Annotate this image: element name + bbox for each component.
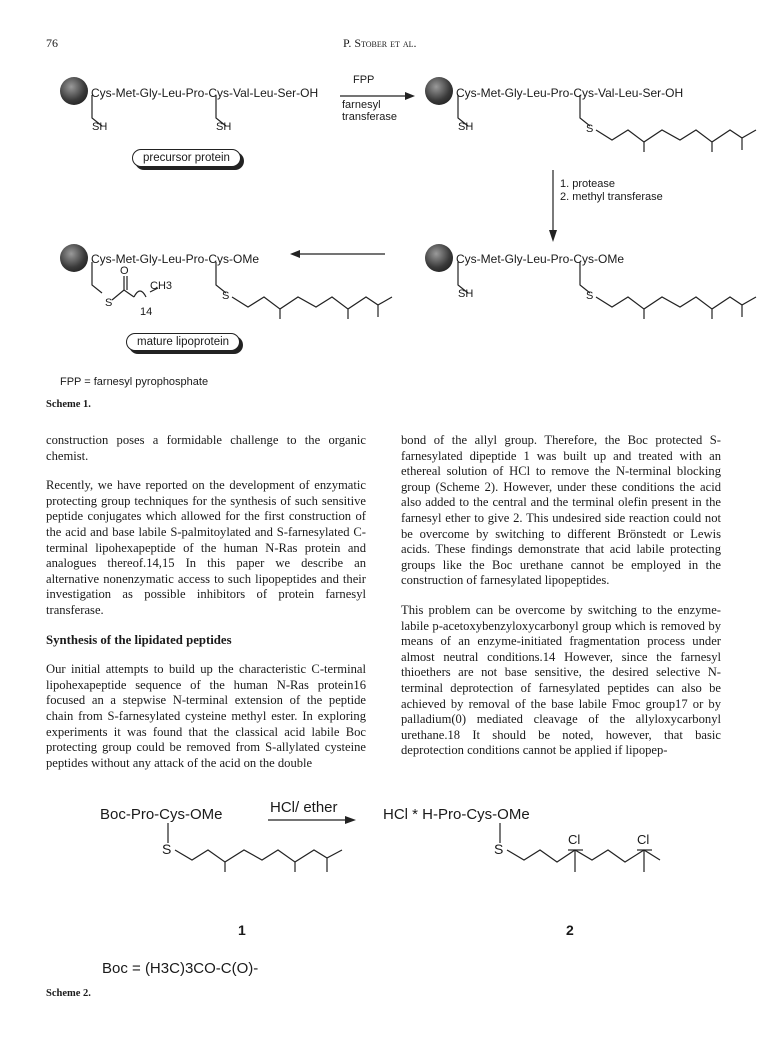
methyl-label: CH3: [150, 280, 173, 292]
product-label: HCl * H-Pro-Cys-OMe: [383, 806, 530, 823]
mature-peptide: Cys-Met-Gly-Leu-Pro-Cys-OMe: [91, 252, 260, 266]
compound-2-label: 2: [566, 922, 574, 938]
left-paragraph-1: construction poses a formidable challenge to the organic chemist.: [46, 433, 366, 463]
step2-conditions: [560, 178, 663, 204]
reactant-label: Boc-Pro-Cys-OMe: [100, 806, 223, 823]
page-number: 76: [46, 36, 58, 50]
chlorine-label: Cl: [568, 832, 581, 847]
running-head: P. Stober et al.: [343, 36, 417, 50]
farnesylated-peptide: Cys-Met-Gly-Leu-Pro-Cys-Val-Leu-Ser-OH: [456, 86, 684, 100]
compound-1-label: 1: [238, 922, 246, 938]
right-column: [401, 433, 721, 773]
fpp-label: FPP: [353, 74, 375, 86]
thiol-label: SH: [458, 288, 474, 300]
sulfur-label: S: [586, 123, 594, 135]
sulfur-label: S: [105, 297, 113, 309]
mature-lipoprotein-tag: mature lipoprotein: [126, 333, 240, 351]
left-paragraph-2: Recently, we have reported on the development of enzymatic protecting group techniques for the synthesis of such sensitive peptide conjugates which allowed for the first construction of the acid and base labile S-palmitoylated and S-farnesylated C-terminal lipohexapeptide of the human N-Ras protein and analogues thereof.14,15 In this paper we describe an alternative nonenzymatic access to such lipopeptides and their investigation as possible inhibitors of protein farnesyl transferase.: [46, 478, 366, 617]
sulfur-label: S: [162, 841, 172, 857]
scheme-1-caption: Scheme 1.: [46, 399, 91, 410]
precursor-peptide: Cys-Met-Gly-Leu-Pro-Cys-Val-Leu-Ser-OH: [91, 86, 319, 100]
enzyme-label: [342, 99, 397, 123]
chlorine-label: Cl: [637, 832, 650, 847]
enzyme-label-line1: farnesyl: [342, 99, 381, 111]
left-column: [46, 433, 366, 785]
thiol-label: SH: [216, 121, 232, 133]
boc-definition: Boc = (H3C)3CO-C(O)-: [102, 960, 259, 977]
chain-count-label: 14: [140, 306, 153, 318]
sulfur-label: S: [222, 290, 230, 302]
reagent-label: HCl/ ether: [270, 799, 338, 816]
right-paragraph-1: bond of the allyl group. Therefore, the Boc protected S-farnesylated dipeptide 1 was built up and treated with an ethereal solution of HCl to remove the N-terminal blocking group (Scheme 2). However, under these conditions the acid also added to the central and the terminal olefin present in the farnesyl ether to give 2. This undesired side reaction could not be overcome by switching to different Brönstedt or Lewis acids. These findings demonstrate that acid labile protecting groups like the Boc urethane cannot be employed in the construction of farnesylated lipopeptides.: [401, 433, 721, 588]
sulfur-label: S: [494, 841, 504, 857]
section-heading: Synthesis of the lipidated peptides: [46, 632, 232, 647]
thiol-label: SH: [92, 121, 108, 133]
thiol-label: SH: [458, 121, 474, 133]
sulfur-label: S: [586, 290, 594, 302]
enzyme-label-line2: transferase: [342, 111, 398, 123]
step2-line1: 1. protease: [560, 178, 616, 190]
step2-line2: 2. methyl transferase: [560, 191, 663, 203]
cleaved-peptide: Cys-Met-Gly-Leu-Pro-Cys-OMe: [456, 252, 625, 266]
scheme-2-caption: Scheme 2.: [46, 988, 91, 999]
precursor-protein-tag: precursor protein: [132, 149, 241, 167]
carbonyl-o-label: O: [120, 265, 129, 277]
right-paragraph-2: This problem can be overcome by switching to the enzyme-labile p-acetoxybenzyloxycarbonyl group which is removed by means of an enzyme-initiated fragmentation process under almost neutral conditions.14 However, since the farnesyl thioethers are not base sensitive, the desired selective N-terminal deprotection of farnesylated peptides can also be achieved by removal of the base labile Fmoc group17 or by palladium(0) mediated cleavage of the allyloxycarbonyl urethane.18 It should be noted, however, that basic deprotection conditions cannot be applied if lipopep-: [401, 602, 721, 758]
left-paragraph-3: Our initial attempts to build up the characteristic C-terminal lipohexapeptide sequence of the human N-Ras protein16 focused an a stepwise N-terminal extension of the peptide chain from S-farnesylated cysteine methyl ester. In exploring experiments it was found that the classical acid labile Boc protecting group could be removed from S-allylated cysteine peptides without any attack of the acid on the double: [46, 662, 366, 770]
fpp-footnote: FPP = farnesyl pyrophosphate: [60, 376, 209, 388]
